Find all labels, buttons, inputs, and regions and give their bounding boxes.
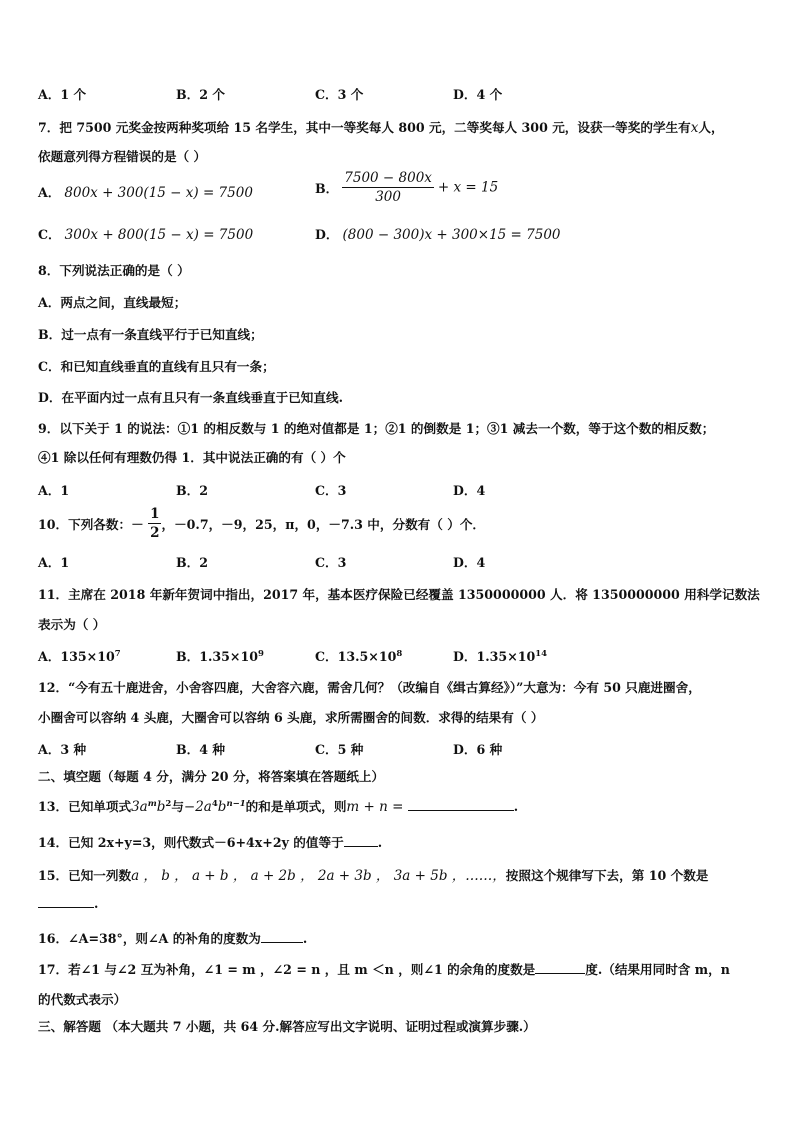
q14-stem: 14．已知 2x+y=3，则代数式－6+4x+2y 的值等于 . xyxy=(38,835,383,850)
q10-fraction: $\frac{1}{2}$ xyxy=(150,506,160,541)
q8-option-d: D．在平面内过一点有且只有一条直线垂直于已知直线. xyxy=(38,390,343,405)
q11-option-b: B．$1.35\times 10^9$ xyxy=(176,648,264,664)
q14-answer-blank[interactable] xyxy=(344,834,378,847)
q7-option-b: B． $\frac{7500 - 800x}{300}$ + x = 15 xyxy=(315,170,499,205)
q15-stem: 15．已知一列数a ， b ， a + b ， a + 2b ， 2a + 3b ， 3a + 5b ，……，按照这个规律写下去，第 10 个数是 xyxy=(38,868,709,884)
q8-stem: 8．下列说法正确的是（ ） xyxy=(38,263,190,278)
q10-option-a: A．1 xyxy=(38,555,70,570)
q9-stem-line1: 9．以下关于 1 的说法：①1 的相反数与 1 的绝对值都是 1；②1 的倒数是 1；③1 减去一个数，等于这个数的相反数； xyxy=(38,421,715,436)
q10-option-c: C．3 xyxy=(315,555,347,570)
q7-option-c: C． 300x + 800(15 − x) = 7500 xyxy=(38,227,254,243)
q8-option-c: C．和已知直线垂直的直线有且只有一条； xyxy=(38,359,275,374)
section-fill-in-heading: 二、填空题（每题 4 分，满分 20 分，将答案填在答题纸上） xyxy=(38,769,385,784)
q6-option-c: C．3 个 xyxy=(315,87,364,102)
q7-option-a: A． 800x + 300(15 − x) = 7500 xyxy=(38,185,253,201)
q11-stem-line2: 表示为（ ） xyxy=(38,617,106,632)
q12-option-a: A．3 种 xyxy=(38,742,87,757)
section-answer-heading: 三、解答题 （本大题共 7 小题，共 64 分.解答应写出文字说明、证明过程或演算步骤.） xyxy=(38,1019,536,1034)
q13-answer-blank[interactable] xyxy=(408,798,514,811)
q12-option-c: C．5 种 xyxy=(315,742,364,757)
q7-option-d: D． (800 − 300)x + 300×15 = 7500 xyxy=(315,227,561,243)
q6-option-d: D．4 个 xyxy=(453,87,503,102)
q11-option-a: A．$135\times 10^7$ xyxy=(38,648,121,664)
q9-option-c: C．3 xyxy=(315,483,347,498)
q9-option-b: B．2 xyxy=(176,483,209,498)
q15-answer-line: . xyxy=(38,895,98,911)
q16-answer-blank[interactable] xyxy=(261,930,303,943)
q9-option-d: D．4 xyxy=(453,483,486,498)
q7-option-b-fraction: $\frac{7500 - 800x}{300}$ xyxy=(344,170,432,205)
q12-stem-line2: 小圈舍可以容纳 4 头鹿，大圈舍可以容纳 6 头鹿，求所需圈舍的间数．求得的结果有（ ） xyxy=(38,710,544,725)
q10-option-d: D．4 xyxy=(453,555,486,570)
q10-stem: 10．下列各数：－ $\frac{1}{2}$ ，－0.7，－9，25，π，0，－7.3 中，分数有（ ）个． xyxy=(38,506,486,541)
q6-option-a: A．1 个 xyxy=(38,87,87,102)
q12-stem-line1: 12．“今有五十鹿进舍，小舍容四鹿，大舍容六鹿，需舍几何？（改编自《缉古算经》）”大意为：今有 50 只鹿进圈舍， xyxy=(38,680,701,695)
q17-answer-blank[interactable] xyxy=(535,961,585,974)
q9-option-a: A．1 xyxy=(38,483,70,498)
q11-option-c: C．$13.5\times 10^8$ xyxy=(315,648,403,664)
q7-stem-line2: 依题意列得方程错误的是（ ） xyxy=(38,149,207,164)
q15-answer-blank[interactable] xyxy=(38,895,94,908)
q13-stem: 13．已知单项式$3a^mb^2$与$-2a^4b^{n-1}$的和是单项式，则m + n = . xyxy=(38,798,519,815)
q12-option-b: B．4 种 xyxy=(176,742,225,757)
q8-option-a: A．两点之间，直线最短； xyxy=(38,295,187,310)
q11-stem-line1: 11．主席在 2018 年新年贺词中指出，2017 年，基本医疗保险已经覆盖 1350000000 人．将 1350000000 用科学记数法 xyxy=(38,587,760,602)
q16-stem: 16．∠A=38°，则∠A 的补角的度数为 . xyxy=(38,931,308,946)
q17-stem-line1: 17．若∠1 与∠2 互为补角，∠1 = m ，∠2 = n ，且 m ＜n ，则∠1 的余角的度数是 度.（结果用同时含 m，n xyxy=(38,962,730,977)
q11-option-d: D．$1.35\times 10^{14}$ xyxy=(453,648,548,664)
q6-option-b: B．2 个 xyxy=(176,87,225,102)
q8-option-b: B．过一点有一条直线平行于已知直线； xyxy=(38,327,263,342)
q17-stem-line2: 的代数式表示） xyxy=(38,992,127,1007)
q9-stem-line2: ④1 除以任何有理数仍得 1．其中说法正确的有（ ）个 xyxy=(38,450,346,465)
q7-stem-line1: 7．把 7500 元奖金按两种奖项给 15 名学生，其中一等奖每人 800 元，二等奖每人 300 元，设获一等奖的学生有x人， xyxy=(38,120,724,136)
q10-option-b: B．2 xyxy=(176,555,209,570)
q12-option-d: D．6 种 xyxy=(453,742,503,757)
